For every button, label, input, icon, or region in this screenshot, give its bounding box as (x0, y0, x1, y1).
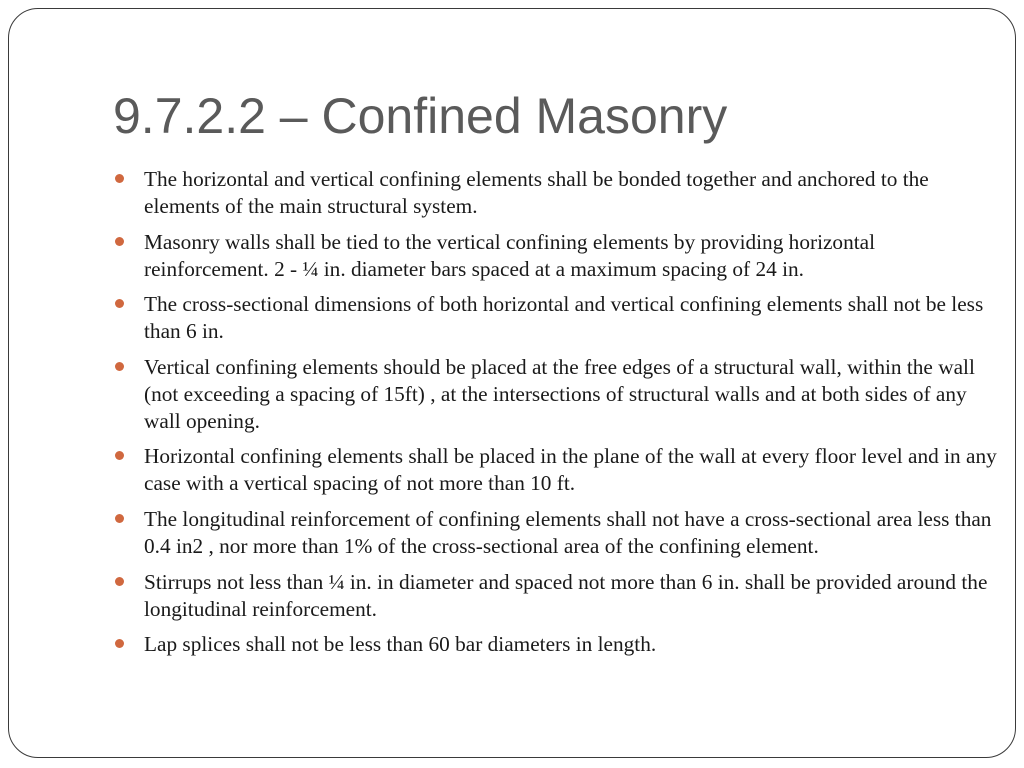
bullet-item (144, 506, 1000, 560)
bullet-dot-icon (115, 174, 124, 183)
bullet-list (144, 166, 1000, 667)
bullet-text: Vertical confining elements should be placed at the free edges of a structural wall, within the wall (not exceeding a spacing of 15ft) , at the intersections of structural walls and at both sides of any wall opening. (144, 354, 975, 433)
bullet-text: Horizontal confining elements shall be placed in the plane of the wall at every floor level and in any case with a vertical spacing of not more than 10 ft. (144, 444, 997, 496)
slide-title: 9.7.2.2 – Confined Masonry (113, 88, 728, 144)
bullet-text: Masonry walls shall be tied to the vertical confining elements by providing horizontal reinforcement. 2 - ¼ in. diameter bars spaced at a maximum spacing of 24 in. (144, 229, 876, 281)
bullet-dot-icon (115, 362, 124, 371)
bullet-dot-icon (115, 514, 124, 523)
bullet-text: The cross-sectional dimensions of both horizontal and vertical confining elements shall not be less than 6 in. (144, 292, 984, 344)
bullet-item (144, 229, 1000, 283)
bullet-item (144, 166, 1000, 220)
bullet-item (144, 631, 1000, 658)
bullet-text: The horizontal and vertical confining elements shall be bonded together and anchored to the elements of the main structural system. (144, 167, 929, 218)
bullet-dot-icon (115, 237, 124, 246)
bullet-text: Stirrups not less than ¼ in. in diameter and spaced not more than 6 in. shall be provided around the longitudinal reinforcement. (144, 569, 988, 621)
bullet-text: The longitudinal reinforcement of confining elements shall not have a cross-sectional area less than 0.4 in2 , nor more than 1% of the cross-sectional area of the confining element. (144, 506, 992, 558)
bullet-text: Lap splices shall not be less than 60 bar diameters in length. (144, 632, 657, 657)
bullet-item (144, 291, 1000, 345)
bullet-dot-icon (115, 577, 124, 586)
bullet-item (144, 354, 1000, 435)
bullet-item (144, 443, 1000, 497)
bullet-item (144, 569, 1000, 623)
